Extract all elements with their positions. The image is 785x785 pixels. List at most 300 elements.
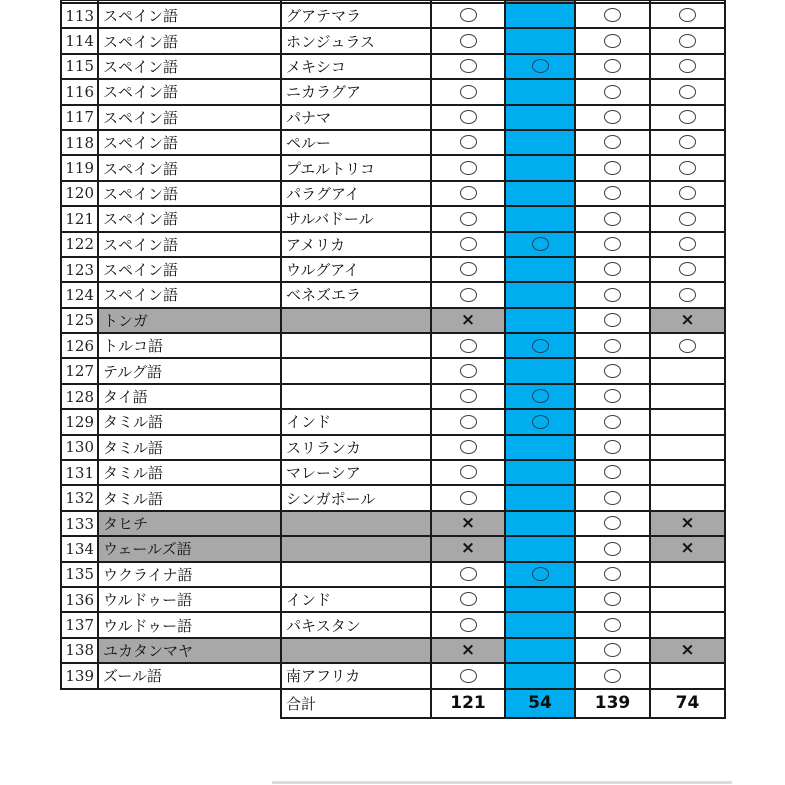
row-number: 116	[61, 79, 98, 104]
table-row	[61, 638, 725, 663]
country-cell: マレーシア	[281, 460, 431, 485]
language-cell: タヒチ	[98, 511, 281, 536]
circle-mark-icon	[460, 34, 477, 48]
language-availability-table	[60, 0, 726, 719]
language-cell: トンガ	[98, 308, 281, 333]
circle-mark-icon	[604, 618, 621, 632]
circle-mark-icon	[460, 135, 477, 149]
circle-mark-icon	[604, 542, 621, 556]
circle-mark-icon	[604, 567, 621, 581]
check-cell-1	[431, 232, 505, 257]
table-row	[61, 3, 725, 28]
table-row	[61, 409, 725, 434]
table-row	[61, 435, 725, 460]
circle-mark-icon	[460, 212, 477, 226]
check-cell-4	[650, 3, 725, 28]
cross-mark-icon: ×	[460, 309, 476, 330]
check-cell-3	[575, 485, 650, 510]
check-cell-3	[575, 435, 650, 460]
row-number: 127	[61, 358, 98, 383]
circle-mark-icon	[679, 339, 696, 353]
check-cell-1	[431, 638, 505, 663]
check-cell-1	[431, 663, 505, 688]
row-number: 114	[61, 28, 98, 53]
check-cell-1	[431, 485, 505, 510]
row-number: 135	[61, 562, 98, 587]
language-cell: トルコ語	[98, 333, 281, 358]
check-cell-4	[650, 511, 725, 536]
check-cell-3	[575, 663, 650, 688]
check-cell-2-highlighted	[505, 435, 575, 460]
circle-mark-icon	[604, 186, 621, 200]
language-cell: スペイン語	[98, 206, 281, 231]
check-cell-2-highlighted	[505, 511, 575, 536]
row-number: 120	[61, 181, 98, 206]
row-number: 138	[61, 638, 98, 663]
check-cell-1	[431, 587, 505, 612]
language-cell: スペイン語	[98, 155, 281, 180]
circle-mark-icon	[679, 85, 696, 99]
table-row	[61, 181, 725, 206]
check-cell-4	[650, 257, 725, 282]
row-number: 136	[61, 587, 98, 612]
table-row	[61, 587, 725, 612]
cross-mark-icon: ×	[460, 538, 476, 559]
circle-mark-icon	[679, 110, 696, 124]
check-cell-1	[431, 79, 505, 104]
check-cell-4	[650, 460, 725, 485]
circle-mark-icon	[604, 339, 621, 353]
circle-mark-icon	[460, 592, 477, 606]
circle-mark-icon	[604, 110, 621, 124]
circle-mark-icon	[460, 389, 477, 403]
circle-mark-icon	[460, 262, 477, 276]
row-number: 115	[61, 54, 98, 79]
check-cell-3	[575, 257, 650, 282]
check-cell-1	[431, 536, 505, 561]
check-cell-4	[650, 232, 725, 257]
row-number: 130	[61, 435, 98, 460]
table-row	[61, 308, 725, 333]
table-row	[61, 155, 725, 180]
check-cell-2-highlighted	[505, 308, 575, 333]
circle-mark-icon	[679, 262, 696, 276]
check-cell-3	[575, 282, 650, 307]
language-cell: スペイン語	[98, 54, 281, 79]
country-cell: ウルグアイ	[281, 257, 431, 282]
language-cell: スペイン語	[98, 130, 281, 155]
table-row	[61, 663, 725, 688]
circle-mark-icon	[604, 237, 621, 251]
language-cell: タイ語	[98, 384, 281, 409]
check-cell-1	[431, 54, 505, 79]
circle-mark-icon	[604, 592, 621, 606]
check-cell-3	[575, 409, 650, 434]
table-row	[61, 79, 725, 104]
check-cell-2-highlighted	[505, 282, 575, 307]
table-row	[61, 562, 725, 587]
circle-mark-icon	[679, 186, 696, 200]
check-cell-2-highlighted	[505, 485, 575, 510]
check-cell-3	[575, 206, 650, 231]
check-cell-2-highlighted	[505, 638, 575, 663]
check-cell-2-highlighted	[505, 155, 575, 180]
check-cell-1	[431, 435, 505, 460]
check-cell-3	[575, 130, 650, 155]
check-cell-4	[650, 282, 725, 307]
check-cell-2-highlighted	[505, 54, 575, 79]
check-cell-2-highlighted	[505, 333, 575, 358]
check-cell-1	[431, 460, 505, 485]
check-cell-1	[431, 358, 505, 383]
language-cell: スペイン語	[98, 257, 281, 282]
language-cell: ウクライナ語	[98, 562, 281, 587]
country-cell	[281, 638, 431, 663]
row-number: 133	[61, 511, 98, 536]
circle-mark-icon	[460, 288, 477, 302]
country-cell: ホンジュラス	[281, 28, 431, 53]
circle-mark-icon	[679, 59, 696, 73]
country-cell: パラグアイ	[281, 181, 431, 206]
table-row	[61, 232, 725, 257]
circle-mark-icon	[679, 135, 696, 149]
total-check-4: 74	[650, 689, 725, 718]
check-cell-2-highlighted	[505, 612, 575, 637]
language-cell: タミル語	[98, 409, 281, 434]
row-number: 124	[61, 282, 98, 307]
country-cell: 南アフリカ	[281, 663, 431, 688]
country-cell: ベネズエラ	[281, 282, 431, 307]
circle-mark-icon	[532, 237, 549, 251]
circle-mark-icon	[460, 339, 477, 353]
check-cell-4	[650, 206, 725, 231]
circle-mark-icon	[604, 516, 621, 530]
circle-mark-icon	[604, 288, 621, 302]
language-cell: スペイン語	[98, 28, 281, 53]
circle-mark-icon	[679, 237, 696, 251]
circle-mark-icon	[532, 567, 549, 581]
check-cell-4	[650, 54, 725, 79]
table-row	[61, 511, 725, 536]
circle-mark-icon	[604, 465, 621, 479]
check-cell-4	[650, 562, 725, 587]
check-cell-1	[431, 511, 505, 536]
language-cell: タミル語	[98, 485, 281, 510]
circle-mark-icon	[532, 59, 549, 73]
row-number: 117	[61, 105, 98, 130]
circle-mark-icon	[604, 643, 621, 657]
check-cell-2-highlighted	[505, 232, 575, 257]
total-label: 合計	[281, 689, 431, 718]
check-cell-4	[650, 587, 725, 612]
check-cell-3	[575, 155, 650, 180]
row-number: 118	[61, 130, 98, 155]
check-cell-3	[575, 308, 650, 333]
circle-mark-icon	[604, 440, 621, 454]
circle-mark-icon	[679, 34, 696, 48]
check-cell-1	[431, 308, 505, 333]
check-cell-3	[575, 28, 650, 53]
check-cell-4	[650, 384, 725, 409]
circle-mark-icon	[604, 135, 621, 149]
country-cell	[281, 384, 431, 409]
check-cell-3	[575, 638, 650, 663]
check-cell-3	[575, 587, 650, 612]
row-number: 125	[61, 308, 98, 333]
check-cell-2-highlighted	[505, 562, 575, 587]
check-cell-3	[575, 232, 650, 257]
check-cell-3	[575, 460, 650, 485]
check-cell-2-highlighted	[505, 130, 575, 155]
circle-mark-icon	[460, 465, 477, 479]
check-cell-1	[431, 384, 505, 409]
check-cell-4	[650, 485, 725, 510]
circle-mark-icon	[532, 339, 549, 353]
circle-mark-icon	[460, 8, 477, 22]
table-row	[61, 485, 725, 510]
check-cell-2-highlighted	[505, 105, 575, 130]
country-cell: パキスタン	[281, 612, 431, 637]
check-cell-1	[431, 105, 505, 130]
check-cell-3	[575, 562, 650, 587]
circle-mark-icon	[460, 618, 477, 632]
check-cell-1	[431, 282, 505, 307]
row-number: 139	[61, 663, 98, 688]
cross-mark-icon: ×	[680, 309, 695, 330]
circle-mark-icon	[460, 59, 477, 73]
country-cell: グアテマラ	[281, 3, 431, 28]
circle-mark-icon	[604, 389, 621, 403]
table-row	[61, 130, 725, 155]
country-cell	[281, 308, 431, 333]
check-cell-2-highlighted	[505, 181, 575, 206]
check-cell-1	[431, 409, 505, 434]
country-cell: インド	[281, 587, 431, 612]
circle-mark-icon	[460, 237, 477, 251]
row-number: 137	[61, 612, 98, 637]
table-body	[61, 3, 725, 689]
circle-mark-icon	[460, 491, 477, 505]
country-cell: インド	[281, 409, 431, 434]
country-cell: スリランカ	[281, 435, 431, 460]
cross-mark-icon: ×	[460, 512, 476, 533]
check-cell-2-highlighted	[505, 409, 575, 434]
circle-mark-icon	[604, 34, 621, 48]
check-cell-4	[650, 130, 725, 155]
row-number: 134	[61, 536, 98, 561]
check-cell-1	[431, 333, 505, 358]
row-number: 132	[61, 485, 98, 510]
language-cell: テルグ語	[98, 358, 281, 383]
language-cell: スペイン語	[98, 181, 281, 206]
circle-mark-icon	[460, 440, 477, 454]
language-cell: ウルドゥー語	[98, 612, 281, 637]
check-cell-2-highlighted	[505, 3, 575, 28]
check-cell-2-highlighted	[505, 460, 575, 485]
check-cell-4	[650, 435, 725, 460]
check-cell-3	[575, 612, 650, 637]
check-cell-4	[650, 79, 725, 104]
check-cell-4	[650, 612, 725, 637]
check-cell-2-highlighted	[505, 257, 575, 282]
circle-mark-icon	[604, 161, 621, 175]
check-cell-4	[650, 638, 725, 663]
circle-mark-icon	[460, 364, 477, 378]
row-number: 126	[61, 333, 98, 358]
circle-mark-icon	[460, 85, 477, 99]
circle-mark-icon	[604, 262, 621, 276]
total-check-2-highlighted: 54	[505, 689, 575, 718]
circle-mark-icon	[460, 669, 477, 683]
check-cell-3	[575, 79, 650, 104]
check-cell-4	[650, 358, 725, 383]
table-row	[61, 358, 725, 383]
table-row	[61, 384, 725, 409]
row-number: 128	[61, 384, 98, 409]
row-number: 123	[61, 257, 98, 282]
check-cell-2-highlighted	[505, 358, 575, 383]
check-cell-1	[431, 28, 505, 53]
check-cell-3	[575, 536, 650, 561]
country-cell	[281, 358, 431, 383]
table-row	[61, 460, 725, 485]
empty-area	[61, 689, 281, 718]
check-cell-3	[575, 511, 650, 536]
check-cell-1	[431, 130, 505, 155]
check-cell-2-highlighted	[505, 587, 575, 612]
check-cell-2-highlighted	[505, 206, 575, 231]
check-cell-3	[575, 384, 650, 409]
table-row	[61, 612, 725, 637]
cross-mark-icon: ×	[680, 639, 695, 660]
table-row	[61, 536, 725, 561]
check-cell-3	[575, 3, 650, 28]
cross-mark-icon: ×	[680, 512, 695, 533]
country-cell: ニカラグア	[281, 79, 431, 104]
circle-mark-icon	[604, 491, 621, 505]
circle-mark-icon	[679, 212, 696, 226]
check-cell-4	[650, 536, 725, 561]
check-cell-2-highlighted	[505, 28, 575, 53]
language-cell: ズール語	[98, 663, 281, 688]
check-cell-4	[650, 155, 725, 180]
row-number: 119	[61, 155, 98, 180]
language-cell: スペイン語	[98, 232, 281, 257]
total-row	[61, 689, 725, 718]
check-cell-4	[650, 663, 725, 688]
check-cell-4	[650, 333, 725, 358]
country-cell	[281, 333, 431, 358]
circle-mark-icon	[604, 59, 621, 73]
circle-mark-icon	[604, 212, 621, 226]
circle-mark-icon	[460, 161, 477, 175]
circle-mark-icon	[604, 364, 621, 378]
table-row	[61, 206, 725, 231]
check-cell-2-highlighted	[505, 79, 575, 104]
country-cell	[281, 536, 431, 561]
check-cell-3	[575, 333, 650, 358]
check-cell-1	[431, 612, 505, 637]
country-cell: パナマ	[281, 105, 431, 130]
language-cell: スペイン語	[98, 79, 281, 104]
check-cell-1	[431, 155, 505, 180]
circle-mark-icon	[679, 161, 696, 175]
language-cell: ユカタンマヤ	[98, 638, 281, 663]
circle-mark-icon	[460, 415, 477, 429]
table-row	[61, 333, 725, 358]
language-cell: ウルドゥー語	[98, 587, 281, 612]
country-cell	[281, 562, 431, 587]
table-row	[61, 105, 725, 130]
table-bottom-shadow	[272, 781, 732, 784]
check-cell-1	[431, 257, 505, 282]
table-row	[61, 282, 725, 307]
language-cell: スペイン語	[98, 282, 281, 307]
language-cell: スペイン語	[98, 105, 281, 130]
circle-mark-icon	[604, 85, 621, 99]
circle-mark-icon	[604, 313, 621, 327]
language-cell: スペイン語	[98, 3, 281, 28]
circle-mark-icon	[460, 567, 477, 581]
language-cell: タミル語	[98, 460, 281, 485]
check-cell-2-highlighted	[505, 663, 575, 688]
circle-mark-icon	[604, 669, 621, 683]
circle-mark-icon	[679, 8, 696, 22]
country-cell: メキシコ	[281, 54, 431, 79]
country-cell: アメリカ	[281, 232, 431, 257]
check-cell-4	[650, 181, 725, 206]
check-cell-1	[431, 181, 505, 206]
table-row	[61, 28, 725, 53]
language-cell: ウェールズ語	[98, 536, 281, 561]
row-number: 121	[61, 206, 98, 231]
check-cell-3	[575, 358, 650, 383]
check-cell-4	[650, 105, 725, 130]
check-cell-4	[650, 409, 725, 434]
check-cell-2-highlighted	[505, 384, 575, 409]
circle-mark-icon	[679, 288, 696, 302]
row-number: 129	[61, 409, 98, 434]
country-cell	[281, 511, 431, 536]
table-row	[61, 54, 725, 79]
country-cell: サルバドール	[281, 206, 431, 231]
total-check-1: 121	[431, 689, 505, 718]
check-cell-1	[431, 206, 505, 231]
country-cell: ペルー	[281, 130, 431, 155]
circle-mark-icon	[460, 186, 477, 200]
check-cell-4	[650, 28, 725, 53]
circle-mark-icon	[604, 415, 621, 429]
check-cell-1	[431, 3, 505, 28]
table-row	[61, 257, 725, 282]
country-cell: シンガポール	[281, 485, 431, 510]
row-number: 113	[61, 3, 98, 28]
total-check-3: 139	[575, 689, 650, 718]
check-cell-4	[650, 308, 725, 333]
country-cell: プエルトリコ	[281, 155, 431, 180]
language-table-wrap	[60, 0, 726, 719]
circle-mark-icon	[532, 415, 549, 429]
row-number: 131	[61, 460, 98, 485]
circle-mark-icon	[460, 110, 477, 124]
check-cell-3	[575, 54, 650, 79]
check-cell-2-highlighted	[505, 536, 575, 561]
check-cell-3	[575, 181, 650, 206]
cross-mark-icon: ×	[460, 639, 476, 660]
cross-mark-icon: ×	[680, 538, 695, 559]
check-cell-1	[431, 562, 505, 587]
language-cell: タミル語	[98, 435, 281, 460]
